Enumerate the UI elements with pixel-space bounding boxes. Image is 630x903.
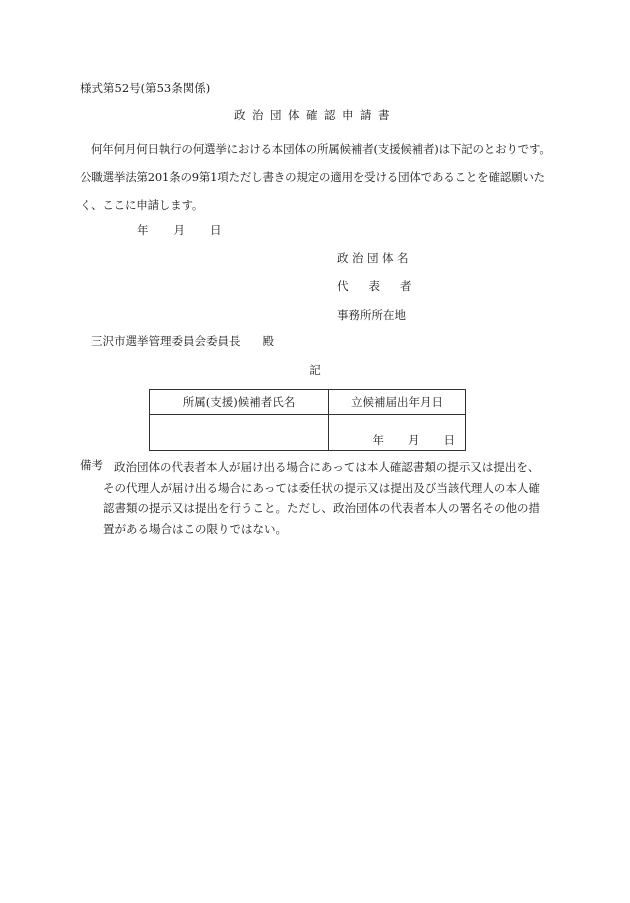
registration-date-cell[interactable]	[329, 415, 466, 451]
candidate-table	[149, 389, 466, 451]
application-paragraph: 何年何月何日執行の何選挙における本団体の所属候補者(支援候補者)は下記のとおりです。公職選挙法第201条の9第1項ただし書きの規定の適用を受ける団体であることを確認願いたく、ここに申請します。	[80, 142, 551, 212]
month-label: 月	[173, 223, 185, 237]
representative-char-3: 者	[400, 279, 412, 293]
org-name-label: 政治団体名	[337, 251, 412, 265]
remarks-line-3: 認書類の提示又は提出を行うこと。ただし、政治団体の代表者本人の署名その他の措	[103, 501, 540, 515]
remarks-line-4: 置がある場合はこの限りではない。	[103, 521, 287, 536]
table-day-label: 日	[443, 433, 455, 447]
addressee	[91, 333, 274, 349]
remarks-label: 備考	[80, 458, 103, 472]
registration-date-header: 立候補届出年月日	[329, 390, 466, 415]
addressee-name: 三沢市選挙管理委員会委員長	[91, 334, 241, 348]
remarks-text	[103, 457, 554, 539]
candidate-name-header: 所属(支援)候補者氏名	[150, 390, 329, 415]
day-label: 日	[210, 223, 222, 237]
representative-label	[337, 278, 412, 294]
addressee-honorific: 殿	[262, 334, 274, 348]
table-year-label: 年	[372, 433, 384, 447]
document-title: 政治団体確認申請書	[234, 108, 396, 122]
ki-heading: 記	[309, 363, 321, 377]
remarks-line-2: その代理人が届け出る場合にあっては委任状の提示又は提出及び当該代理人の本人確	[103, 480, 540, 495]
candidate-name-cell[interactable]	[150, 415, 329, 451]
representative-char-2: 表	[368, 279, 380, 293]
office-address-label: 事務所所在地	[337, 308, 406, 322]
application-date	[137, 222, 222, 238]
year-label: 年	[137, 223, 149, 237]
form-number: 様式第52号(第53条関係)	[80, 81, 211, 95]
remarks-line-1: 政治団体の代表者本人が届け出る場合にあっては本人確認書類の提示又は提出を、	[114, 460, 540, 474]
table-month-label: 月	[408, 433, 420, 447]
representative-char-1: 代	[337, 279, 349, 293]
